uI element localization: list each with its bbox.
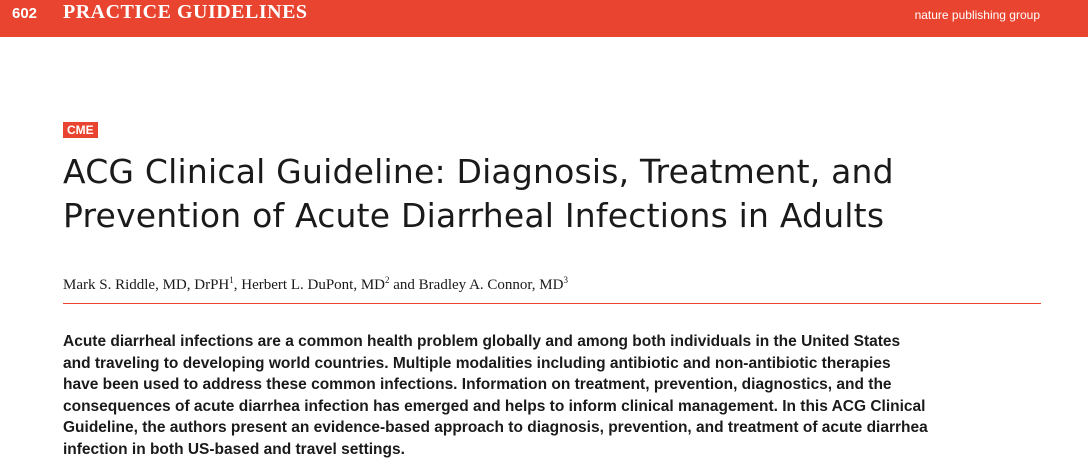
abstract-line: and traveling to developing world countries. Multiple modalities including antibiotic and non-antibiotic therapies	[63, 354, 891, 372]
abstract-line: Acute diarrheal infections are a common health problem globally and among both individuals in the United States	[63, 333, 901, 350]
publisher-name: nature publishing group	[914, 8, 1040, 22]
abstract-line: consequences of acute diarrhea infection has emerged and helps to inform clinical management. In this ACG Clinical	[63, 397, 926, 415]
cme-badge: CME	[63, 122, 98, 138]
abstract-line: infection in both US-based and travel settings.	[63, 440, 405, 458]
affiliation-marker: 2	[385, 275, 390, 285]
author-list	[63, 277, 568, 294]
title-line: ACG Clinical Guideline: Diagnosis, Treatment, and	[63, 152, 894, 191]
divider-rule	[63, 303, 1041, 304]
affiliation-marker: 1	[229, 275, 234, 285]
abstract-line: Guideline, the authors present an evidence-based approach to diagnosis, prevention, and treatment of acute diarrhea	[63, 419, 928, 436]
section-label: PRACTICE GUIDELINES	[63, 1, 308, 23]
affiliation-marker: 3	[563, 275, 568, 285]
page-number: 602	[12, 5, 38, 22]
author-name: Bradley A. Connor, MD	[418, 277, 564, 293]
author-name: Herbert L. DuPont, MD	[241, 277, 385, 293]
journal-header-bar	[0, 0, 1088, 37]
author-separator: ,	[233, 277, 242, 293]
author-separator: and	[389, 277, 419, 293]
title-line: Prevention of Acute Diarrheal Infections in Adults	[63, 196, 885, 235]
author-name: Mark S. Riddle, MD, DrPH	[63, 277, 230, 293]
article-title	[63, 150, 1053, 238]
abstract-line: have been used to address these common infections. Information on treatment, prevention, diagnostics, and the	[63, 376, 892, 393]
abstract	[63, 331, 1063, 460]
